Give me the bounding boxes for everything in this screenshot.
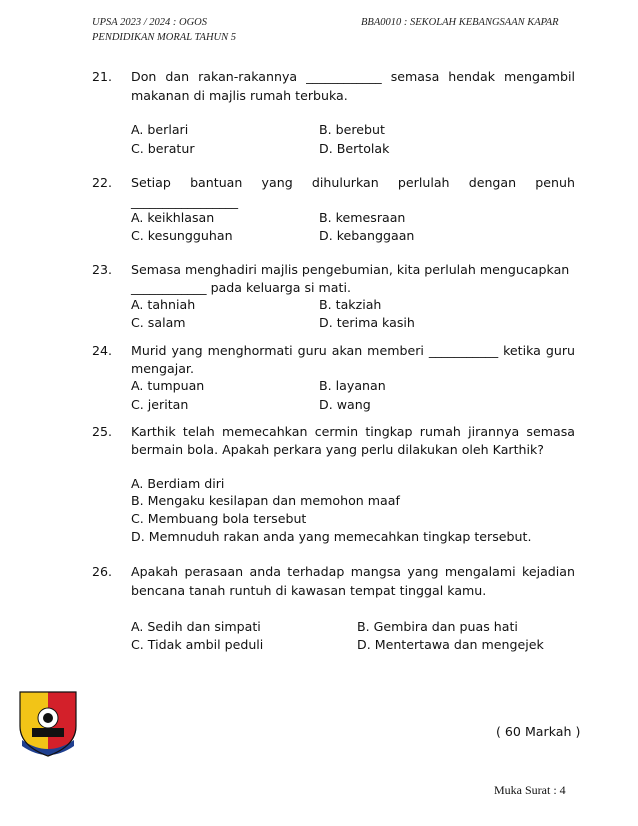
question-text-line1: Setiap bantuan yang dihulurkan perlulah dengan penuh	[131, 175, 575, 190]
header-exam-title: UPSA 2023 / 2024 : OGOS	[92, 17, 208, 28]
option-c: C. Tidak ambil peduli	[131, 637, 264, 652]
option-c: C. kesungguhan	[131, 228, 233, 243]
option-d: D. terima kasih	[319, 315, 415, 330]
question-text-line1: Don dan rakan-rakannya ____________ semasa hendak mengambil	[131, 69, 575, 84]
option-b: B. Mengaku kesilapan dan memohon maaf	[131, 493, 400, 508]
option-b: B. berebut	[319, 122, 385, 137]
option-c: C. jeritan	[131, 397, 189, 412]
question-number: 25.	[92, 424, 113, 439]
question-text-line1: Karthik telah memecahkan cermin tingkap rumah jirannya semasa	[131, 424, 575, 439]
option-c: C. Membuang bola tersebut	[131, 511, 307, 526]
question-text-line2: makanan di majlis rumah terbuka.	[131, 88, 348, 103]
question-number: 22.	[92, 175, 113, 190]
question-text-line1: Apakah perasaan anda terhadap mangsa yang mengalami kejadian	[131, 564, 575, 579]
option-b: B. kemesraan	[319, 210, 406, 225]
option-a: A. Sedih dan simpati	[131, 619, 261, 634]
question-number: 26.	[92, 564, 113, 579]
option-b: B. layanan	[319, 378, 386, 393]
option-d: D. Mentertawa dan mengejek	[357, 637, 544, 652]
option-a: A. berlari	[131, 122, 189, 137]
option-d: D. kebanggaan	[319, 228, 415, 243]
option-b: B. Gembira dan puas hati	[357, 619, 518, 634]
question-number: 21.	[92, 69, 113, 84]
option-d: D. wang	[319, 397, 371, 412]
option-a: A. Berdiam diri	[131, 476, 225, 491]
option-a: A. tahniah	[131, 297, 196, 312]
header-subject: PENDIDIKAN MORAL TAHUN 5	[92, 32, 236, 43]
option-a: A. keikhlasan	[131, 210, 215, 225]
option-d: D. Bertolak	[319, 141, 390, 156]
question-text-line1: Murid yang menghormati guru akan memberi ___________ ketika guru	[131, 343, 575, 358]
option-c: C. beratur	[131, 141, 195, 156]
question-number: 24.	[92, 343, 113, 358]
total-marks: ( 60 Markah )	[496, 724, 581, 739]
question-text-line2: bencana tanah runtuh di kawasan tempat tinggal kamu.	[131, 583, 487, 598]
header-school: BBA0010 : SEKOLAH KEBANGSAAN KAPAR	[361, 17, 559, 28]
school-crest-icon	[16, 688, 80, 760]
question-number: 23.	[92, 262, 113, 277]
option-d: D. Memnuduh rakan anda yang memecahkan tingkap tersebut.	[131, 529, 532, 544]
question-text-line2: bermain bola. Apakah perkara yang perlu dilakukan oleh Karthik?	[131, 442, 544, 457]
question-text-line2: mengajar.	[131, 361, 194, 376]
page-number: Muka Surat : 4	[494, 783, 566, 797]
option-c: C. salam	[131, 315, 186, 330]
question-text-line1: Semasa menghadiri majlis pengebumian, kita perlulah mengucapkan	[131, 262, 570, 277]
option-a: A. tumpuan	[131, 378, 205, 393]
question-text-line2: _________________	[131, 194, 239, 209]
option-b: B. takziah	[319, 297, 382, 312]
question-text-line2: ____________ pada keluarga si mati.	[131, 280, 351, 295]
